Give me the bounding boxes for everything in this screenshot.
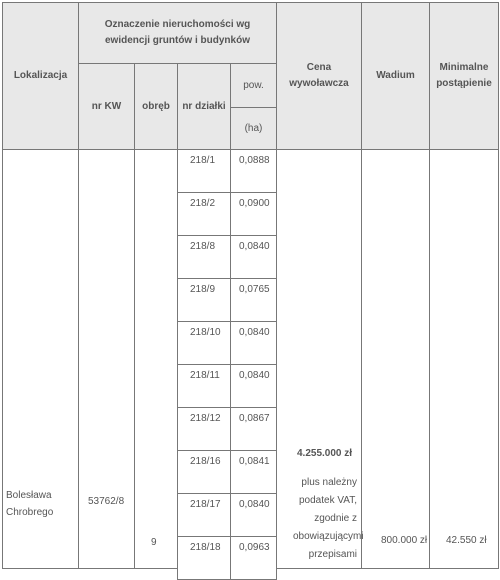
parcel-pow: 0,0963 xyxy=(239,542,270,553)
parcel-nr: 218/12 xyxy=(190,413,221,424)
wadium-value: 800.000 zł xyxy=(381,535,428,546)
parcel-nr: 218/18 xyxy=(190,542,221,553)
header-obreb-label: obręb xyxy=(142,100,170,112)
minimalne-value: 42.550 zł xyxy=(446,535,487,546)
header-cena xyxy=(276,2,362,150)
cell-lokalizacja xyxy=(2,149,79,569)
header-nr-dzialki-label: nr działki xyxy=(182,100,226,112)
parcel-pow: 0,0867 xyxy=(239,413,270,424)
parcel-pow-cell xyxy=(230,278,277,322)
parcel-nr: 218/9 xyxy=(190,284,216,295)
parcel-nr-cell xyxy=(177,493,231,537)
header-pow-label: pow. xyxy=(243,79,264,91)
parcel-nr: 218/11 xyxy=(190,370,220,381)
parcel-nr-cell xyxy=(177,149,231,193)
parcel-pow-cell xyxy=(230,407,277,451)
parcel-nr: 218/1 xyxy=(190,155,216,166)
parcel-pow-cell xyxy=(230,450,277,494)
header-minimalne xyxy=(429,2,499,150)
parcel-nr: 218/10 xyxy=(190,327,221,338)
parcel-nr-cell xyxy=(177,235,231,279)
parcel-pow-cell xyxy=(230,149,277,193)
header-oznaczenie xyxy=(78,2,277,64)
parcel-pow-cell xyxy=(230,235,277,279)
header-pow-unit-label: (ha) xyxy=(244,122,263,134)
header-wadium xyxy=(361,2,430,150)
header-pow xyxy=(230,63,277,108)
cell-minimalne xyxy=(429,149,499,569)
parcel-pow-cell xyxy=(230,192,277,236)
header-wadium-label: Wadium xyxy=(376,70,415,81)
lokalizacja-value: Bolesława Chrobrego xyxy=(6,490,54,518)
header-cena-label: Cena wywoławcza xyxy=(289,62,349,89)
header-nr-dzialki xyxy=(177,63,231,150)
parcel-pow: 0,0841 xyxy=(239,456,270,467)
parcel-pow: 0,0900 xyxy=(239,198,270,209)
parcel-nr: 218/8 xyxy=(190,241,216,252)
cell-obreb xyxy=(134,149,178,569)
header-obreb xyxy=(134,63,178,150)
header-nr-kw xyxy=(78,63,135,150)
parcel-nr-cell xyxy=(177,321,231,365)
parcel-pow: 0,0840 xyxy=(239,499,270,510)
parcel-pow: 0,0840 xyxy=(239,241,270,252)
parcel-nr: 218/16 xyxy=(190,456,221,467)
parcel-pow-cell xyxy=(230,364,277,408)
parcel-nr: 218/2 xyxy=(190,198,216,209)
header-oznaczenie-label: Oznaczenie nieruchomości wg ewidencji gruntów i budynków xyxy=(104,19,251,46)
header-minimalne-label: Minimalne postąpienie xyxy=(436,62,492,89)
header-nr-kw-label: nr KW xyxy=(91,100,122,112)
parcel-pow-cell xyxy=(230,321,277,365)
cell-nr-kw xyxy=(78,149,135,569)
parcel-nr-cell xyxy=(177,278,231,322)
parcel-nr-cell xyxy=(177,192,231,236)
parcel-nr-cell xyxy=(177,450,231,494)
header-lokalizacja-label: Lokalizacja xyxy=(13,70,68,81)
parcel-nr-cell xyxy=(177,536,231,580)
header-pow-unit xyxy=(230,107,277,150)
obreb-value: 9 xyxy=(151,537,157,548)
parcel-pow: 0,0840 xyxy=(239,370,270,381)
parcel-pow: 0,0840 xyxy=(239,327,270,338)
cell-wadium xyxy=(361,149,430,569)
nr-kw-value: 53762/8 xyxy=(88,496,125,507)
cena-note: plus należny podatek VAT, zgodnie z obowiązującymi przepisami xyxy=(293,477,364,560)
parcel-nr-cell xyxy=(177,364,231,408)
parcel-nr-cell xyxy=(177,407,231,451)
parcel-pow: 0,0765 xyxy=(239,284,270,295)
cena-amount: 4.255.000 zł xyxy=(297,448,353,459)
parcel-pow: 0,0888 xyxy=(239,155,270,166)
cell-cena xyxy=(276,149,362,569)
parcel-nr: 218/17 xyxy=(190,499,221,510)
header-lokalizacja xyxy=(2,2,79,150)
parcel-pow-cell xyxy=(230,536,277,580)
parcel-pow-cell xyxy=(230,493,277,537)
